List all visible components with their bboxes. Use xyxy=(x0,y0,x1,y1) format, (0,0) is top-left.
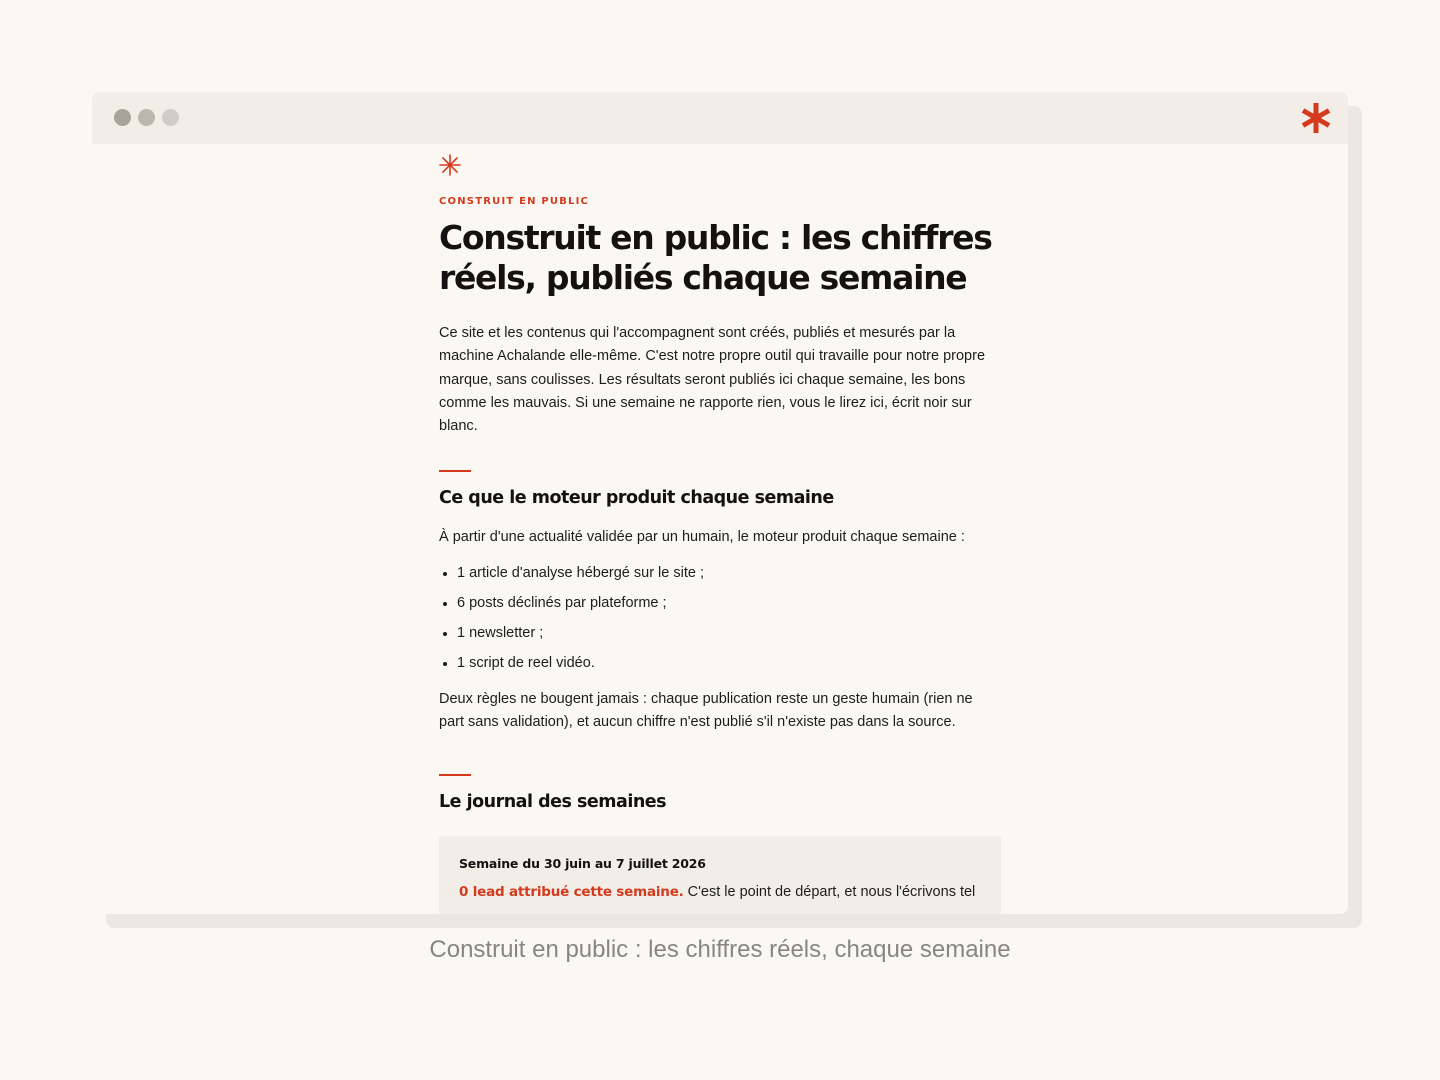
browser-window xyxy=(92,92,1348,914)
journal-week-text xyxy=(459,884,999,900)
window-minimize-dot[interactable] xyxy=(138,109,155,126)
production-list xyxy=(439,562,1001,682)
list-item: 1 script de reel vidéo. xyxy=(439,652,1001,682)
window-zoom-dot[interactable] xyxy=(162,109,179,126)
rules-paragraph: Deux règles ne bougent jamais : chaque publication reste un geste humain (rien ne part sans validation), et aucun chiffre n'est publié s'il n'existe pas dans la source. xyxy=(439,691,973,731)
article-eyebrow: CONSTRUIT EN PUBLIC xyxy=(439,196,590,207)
screenshot-caption: Construit en public : les chiffres réels, chaque semaine xyxy=(429,936,1011,963)
asterisk-logo-icon xyxy=(1298,100,1334,136)
journal-entry-card xyxy=(439,836,1001,914)
asterisk-icon xyxy=(439,154,461,176)
section-heading-journal: Le journal des semaines xyxy=(439,792,667,812)
journal-entry-body: C'est le point de départ, et nous l'écrivons tel xyxy=(683,884,976,900)
list-item: 1 article d'analyse hébergé sur le site ; xyxy=(439,562,1001,592)
section-divider xyxy=(439,774,471,776)
window-titlebar xyxy=(92,92,1348,144)
production-lead: À partir d'une actualité validée par un humain, le moteur produit chaque semaine : xyxy=(439,529,965,545)
list-item: 1 newsletter ; xyxy=(439,622,1001,652)
intro-paragraph: Ce site et les contenus qui l'accompagnent sont créés, publiés et mesurés par la machine Achalande elle-même. C'est notre propre outil qui travaille pour notre propre marque, sans coulisses. Les résultats seront publiés ici chaque semaine, les bons comme les mauvais. Si une semaine ne rapporte rien, vous le lirez ici, écrit noir sur blanc. xyxy=(439,325,986,435)
window-close-dot[interactable] xyxy=(114,109,131,126)
journal-week-title: Semaine du 30 juin au 7 juillet 2026 xyxy=(459,856,706,871)
page-title: Construit en public : les chiffres réels, publiés chaque semaine xyxy=(439,218,992,297)
section-divider xyxy=(439,470,471,472)
list-item: 6 posts déclinés par plateforme ; xyxy=(439,592,1001,622)
section-heading-production: Ce que le moteur produit chaque semaine xyxy=(439,488,834,508)
journal-lead-count: 0 lead attribué cette semaine. xyxy=(459,884,684,900)
